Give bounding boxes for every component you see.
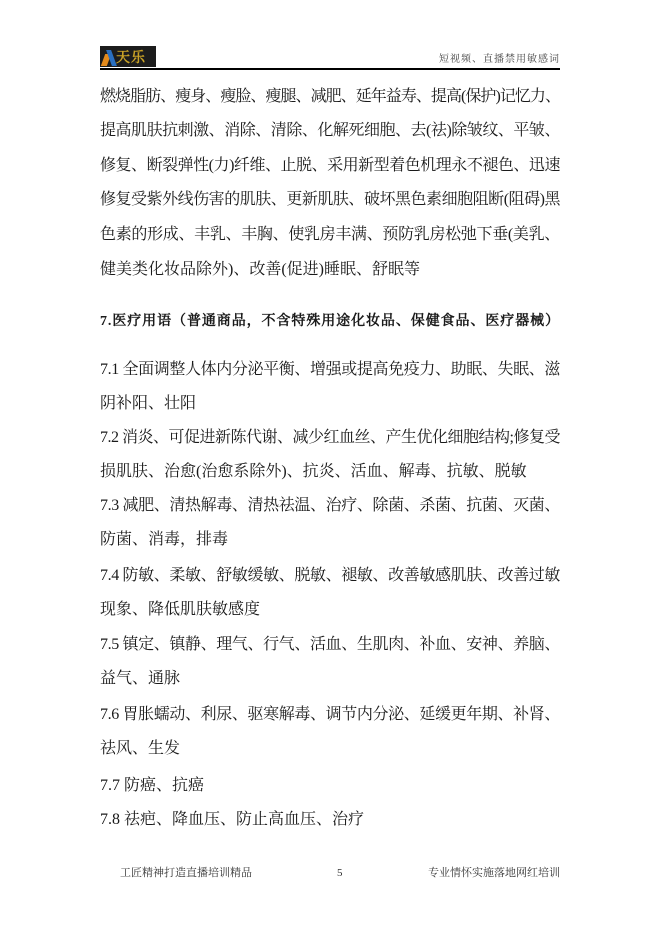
logo-mark-icon <box>100 46 116 67</box>
body-line: 修复、断裂弹性(力)纤维、止脱、采用新型着色机理永不褪色、迅速 <box>100 157 560 174</box>
header-divider <box>100 68 560 70</box>
footer-right: 专业情怀实施落地网红培训 <box>428 867 560 879</box>
body-line: 燃烧脂肪、瘦身、瘦脸、瘦腿、减肥、延年益寿、提高(保护)记忆力、 <box>100 88 560 105</box>
body-line: 修复受紫外线伤害的肌肤、更新肌肤、破坏黑色素细胞阻断(阻碍)黑 <box>100 191 560 208</box>
list-item-line: 损肌肤、治愈(治愈系除外)、抗炎、活血、解毒、抗敏、脱敏 <box>100 463 527 480</box>
list-item-line: 7.1 全面调整人体内分泌平衡、增强或提高免疫力、助眠、失眠、滋 <box>100 361 560 378</box>
header-title: 短视频、直播禁用敏感词 <box>439 54 560 65</box>
list-item-line: 7.6 胃胀蠕动、利尿、驱寒解毒、调节内分泌、延缓更年期、补肾、 <box>100 706 560 723</box>
page-number: 5 <box>337 867 343 879</box>
list-item-line: 防菌、消毒，排毒 <box>100 531 229 548</box>
list-item-line: 7.5 镇定、镇静、理气、行气、活血、生肌肉、补血、安神、养脑、 <box>100 636 560 653</box>
body-line: 提高肌肤抗刺激、消除、清除、化解死细胞、去(祛)除皱纹、平皱、 <box>100 122 560 139</box>
logo-text: 天乐 <box>116 49 146 66</box>
list-item-line: 7.4 防敏、柔敏、舒敏缓敏、脱敏、褪敏、改善敏感肌肤、改善过敏 <box>100 567 560 584</box>
body-line: 健美类化妆品除外)、改善(促进)睡眠、舒眠等 <box>100 261 420 278</box>
list-item-line: 现象、降低肌肤敏感度 <box>100 601 261 618</box>
list-item-line: 7.3 减肥、清热解毒、清热祛温、治疗、除菌、杀菌、抗菌、灭菌、 <box>100 497 560 514</box>
list-item-line: 7.2 消炎、可促进新陈代谢、减少红血丝、产生优化细胞结构;修复受 <box>100 429 560 446</box>
list-item-line: 阴补阳、壮阳 <box>100 395 197 412</box>
logo <box>100 46 156 67</box>
list-item-line: 7.8 祛疤、降血压、防止高血压、治疗 <box>100 811 365 828</box>
list-item-line: 益气、通脉 <box>100 670 181 687</box>
section-heading: 7.医疗用语（普通商品，不含特殊用途化妆品、保健食品、医疗器械） <box>100 314 560 329</box>
body-line: 色素的形成、丰乳、丰胸、使乳房丰满、预防乳房松弛下垂(美乳、 <box>100 226 560 243</box>
footer-left: 工匠精神打造直播培训精品 <box>120 867 252 879</box>
list-item-line: 祛风、生发 <box>100 740 181 757</box>
list-item-line: 7.7 防癌、抗癌 <box>100 777 205 794</box>
